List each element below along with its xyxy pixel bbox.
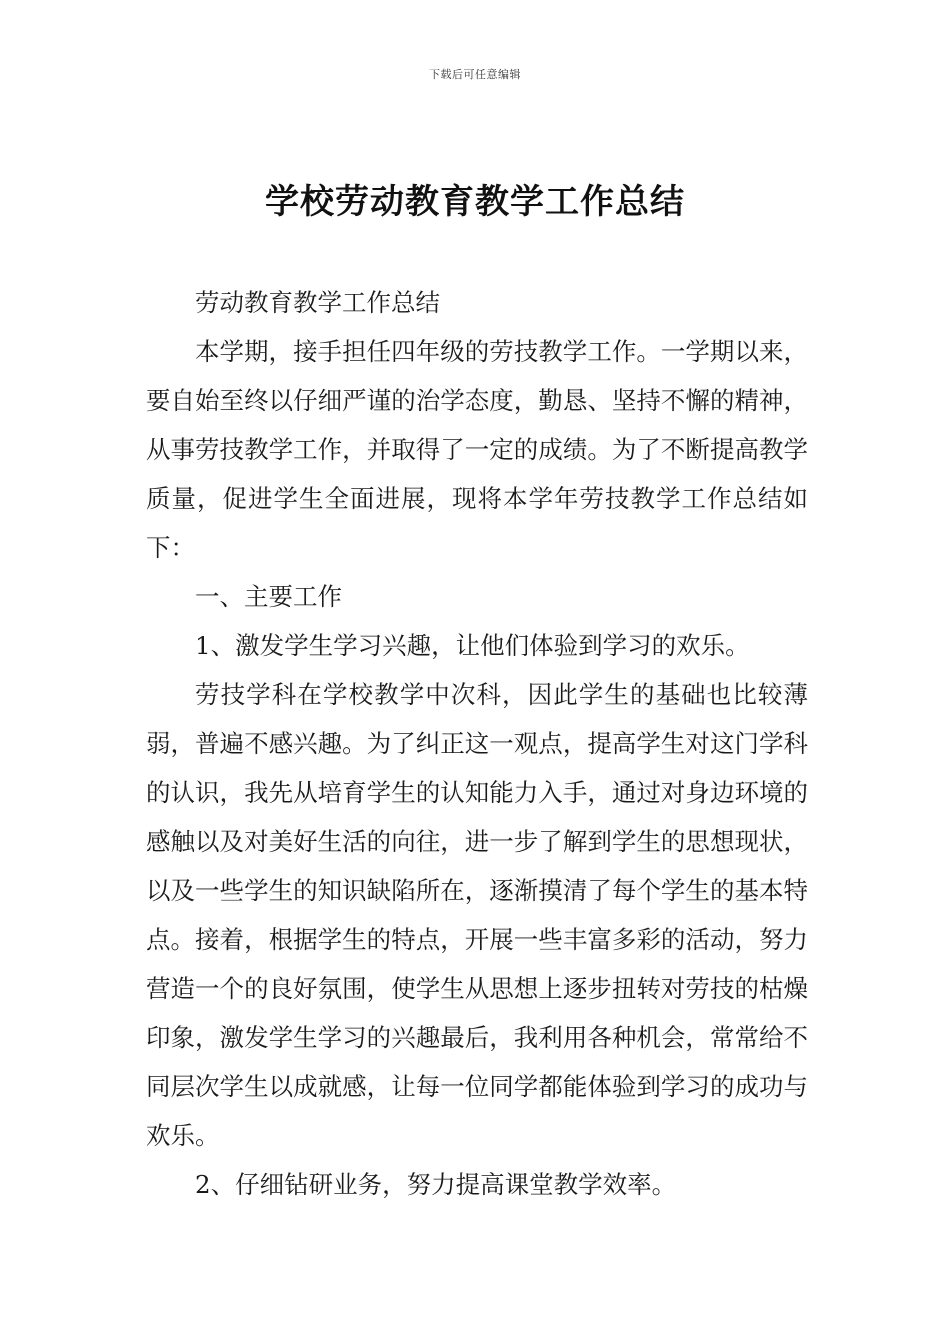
paragraph-intro: 本学期，接手担任四年级的劳技教学工作。一学期以来，要自始至终以仔细严谨的治学态度，勤恳、坚持不懈的精神，从事劳技教学工作，并取得了一定的成绩。为了不断提高教学质量，促进学生全面进展，现将本学年劳技教学工作总结如下： xyxy=(146,337,808,562)
paragraph-item-1-body: 劳技学科在学校教学中次科，因此学生的基础也比较薄弱，普遍不感兴趣。为了纠正这一观点，提高学生对这门学科的认识，我先从培育学生的认知能力入手，通过对身边环境的感触以及对美好生活的向往，进一步了解到学生的思想现状，以及一些学生的知识缺陷所在，逐渐摸清了每个学生的基本特点。接着，根据学生的特点，开展一些丰富多彩的活动，努力营造一个的良好氛围，使学生从思想上逐步扭转对劳技的枯燥印象，激发学生学习的兴趣最后，我利用各种机会，常常给不同层次学生以成就感，让每一位同学都能体验到学习的成功与欢乐。 xyxy=(146,680,808,1150)
header-note: 下载后可任意编辑 xyxy=(429,68,521,81)
section-heading-main-work: 一、主要工作 xyxy=(195,582,342,611)
item-heading-1: 1、激发学生学习兴趣，让他们体验到学习的欢乐。 xyxy=(195,631,750,660)
document-title: 学校劳动教育教学工作总结 xyxy=(265,182,685,222)
document-body xyxy=(146,278,808,1209)
paragraph-subtitle: 劳动教育教学工作总结 xyxy=(195,288,440,317)
item-heading-2: 2、仔细钻研业务，努力提高课堂教学效率。 xyxy=(195,1170,677,1199)
